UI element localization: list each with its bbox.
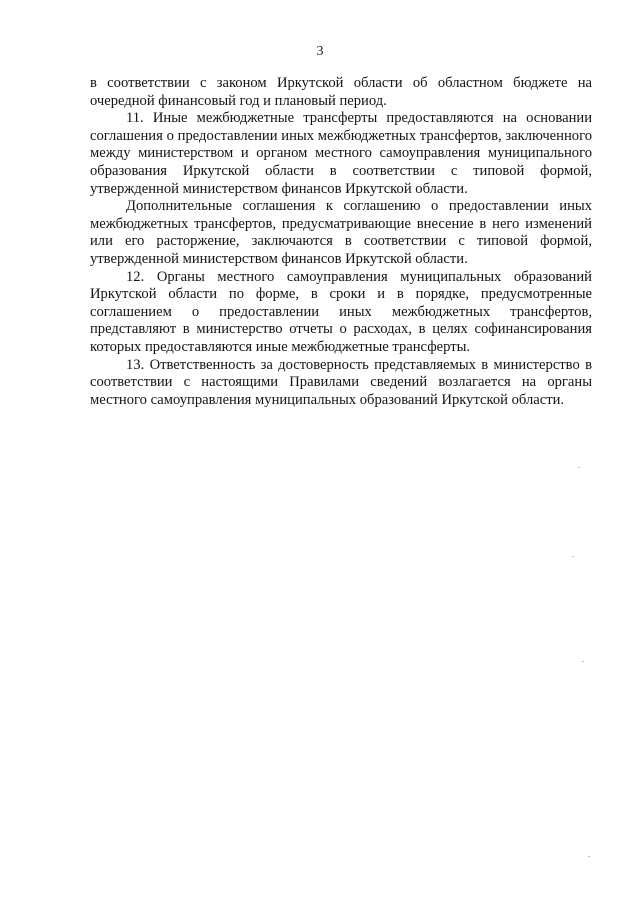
page-number: 3 [316,44,324,59]
scan-speck [588,856,590,857]
paragraph-additional-agreements: Дополнительные соглашения к соглашению о предоставлении иных межбюджетных трансфертов, предусматривающие внесение в него изменений или его расторжение, заключаются в соответствии с типовой формой, утвержденной министерством финансов Иркутской области. [90,198,592,267]
paragraph-continuation: в соответствии с законом Иркутской области об областном бюджете на очередной финансовый год и плановый период. [90,75,592,109]
paragraph-item-12: 12. Органы местного самоуправления муниципальных образований Иркутской области по форме, в сроки и в порядке, предусмотренные соглашением о предоставлении иных межбюджетных трансфертов, представляют в министерство отчеты о расходах, в целях софинансирования которых предоставляются иные межбюджетные трансферты. [90,268,592,355]
scan-speck [578,467,580,468]
document-body [90,75,592,409]
scan-speck [572,556,574,557]
paragraph-item-11: 11. Иные межбюджетные трансферты предоставляются на основании соглашения о предоставлении иных межбюджетных трансфертов, заключенного между министерством и органом местного самоуправления муниципального образования Иркутской области в соответствии с типовой формой, утвержденной министерством финансов Иркутской области. [90,110,592,197]
scan-speck [582,661,584,662]
paragraph-item-13: 13. Ответственность за достоверность представляемых в министерство в соответствии с настоящими Правилами сведений возлагается на органы местного самоуправления муниципальных образований Иркутской области. [90,356,592,408]
